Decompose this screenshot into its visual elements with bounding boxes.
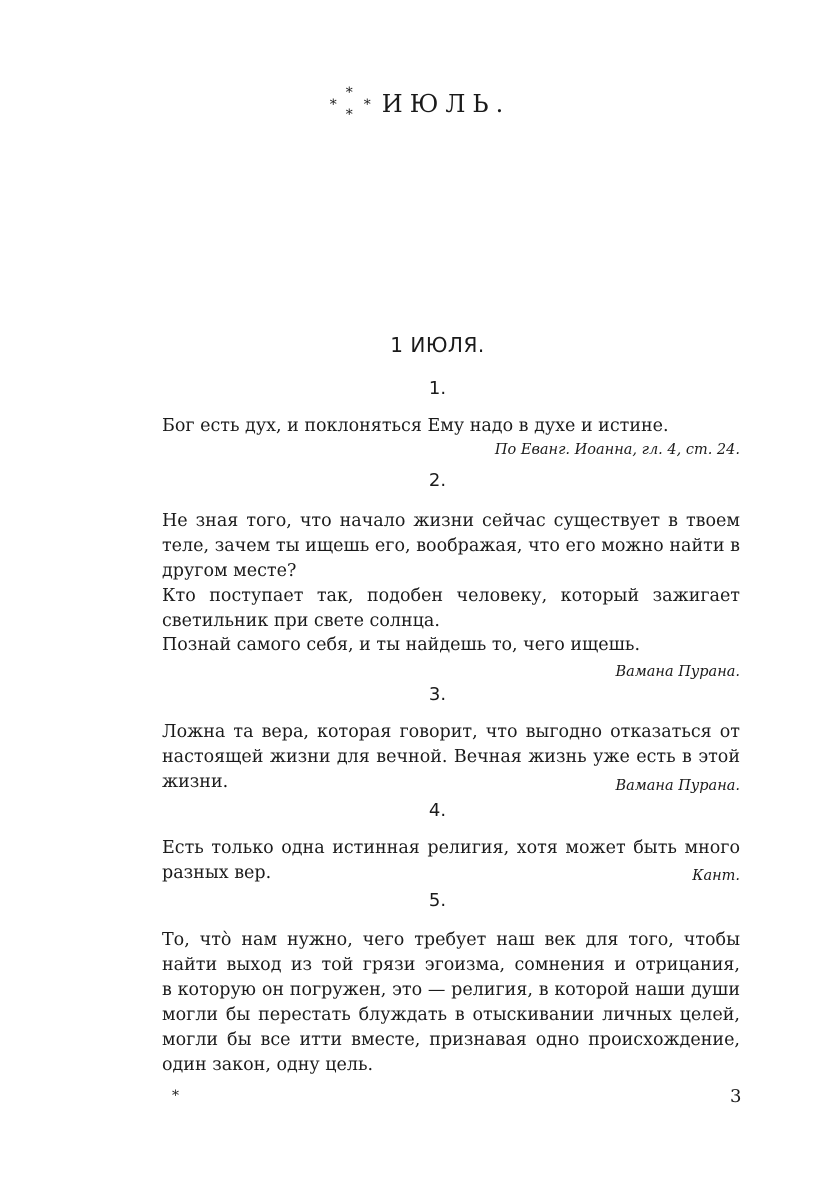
day-heading: 1 ИЮЛЯ. (390, 333, 485, 357)
section-number: 4. (428, 800, 447, 821)
asterism-star: * (329, 97, 337, 113)
attribution: Вамана Пурана. (615, 664, 740, 680)
attribution: Вамана Пурана. (615, 778, 740, 794)
asterism-ornament (329, 85, 380, 123)
paragraph-line: разных вер. (162, 863, 272, 883)
section-number: 5. (428, 890, 447, 911)
paragraph-line: Кто поступает так, подобен человеку, который зажигает (162, 586, 740, 606)
chapter-title-text: ИЮЛЬ. (381, 90, 511, 118)
paragraph-line: могли бы перестать блуждать в отыскивании личных целей, (162, 1005, 740, 1025)
paragraph-line: могли бы все итти вместе, признавая одно происхождение, (162, 1030, 740, 1050)
paragraph-line: настоящей жизни для вечной. Вечная жизнь уже есть в этой (162, 747, 740, 767)
paragraph-line: найти выход из той грязи эгоизма, сомнения и отрицания, (162, 955, 740, 975)
paragraph-line: в которую он погружен, это — религия, в которой наши души (162, 980, 740, 1000)
attribution: По Еванг. Иоанна, гл. 4, ст. 24. (494, 442, 740, 458)
signature-mark: * (172, 1088, 179, 1104)
asterism-star: * (363, 97, 371, 113)
paragraph-line: То, чтò нам нужно, чего требует наш век для того, чтобы (162, 930, 740, 950)
paragraph-line: жизни. (162, 772, 229, 792)
section-number: 2. (428, 470, 447, 491)
attribution: Кант. (692, 868, 740, 884)
paragraph-line: Бог есть дух, и поклоняться Ему надо в духе и истине. (162, 416, 669, 436)
page-number: 3 (730, 1086, 742, 1107)
section-number: 3. (428, 684, 447, 705)
paragraph-line: Познай самого себя, и ты найдешь то, чего ищешь. (162, 635, 641, 655)
asterism-star: * (345, 107, 353, 123)
asterism-star: * (345, 85, 353, 101)
paragraph-line: Есть только одна истинная религия, хотя может быть много (162, 838, 740, 858)
chapter-title (0, 85, 840, 123)
paragraph-line: Не зная того, что начало жизни сейчас существует в твоем (162, 511, 740, 531)
paragraph-line: теле, зачем ты ищешь его, воображая, что его можно найти в (162, 536, 740, 556)
paragraph-line: один закон, одну цель. (162, 1055, 374, 1075)
section-number: 1. (428, 378, 447, 399)
paragraph-line: светильник при свете солнца. (162, 611, 440, 631)
paragraph-line: другом месте? (162, 561, 297, 581)
paragraph-line: Ложна та вера, которая говорит, что выгодно отказаться от (162, 722, 740, 742)
